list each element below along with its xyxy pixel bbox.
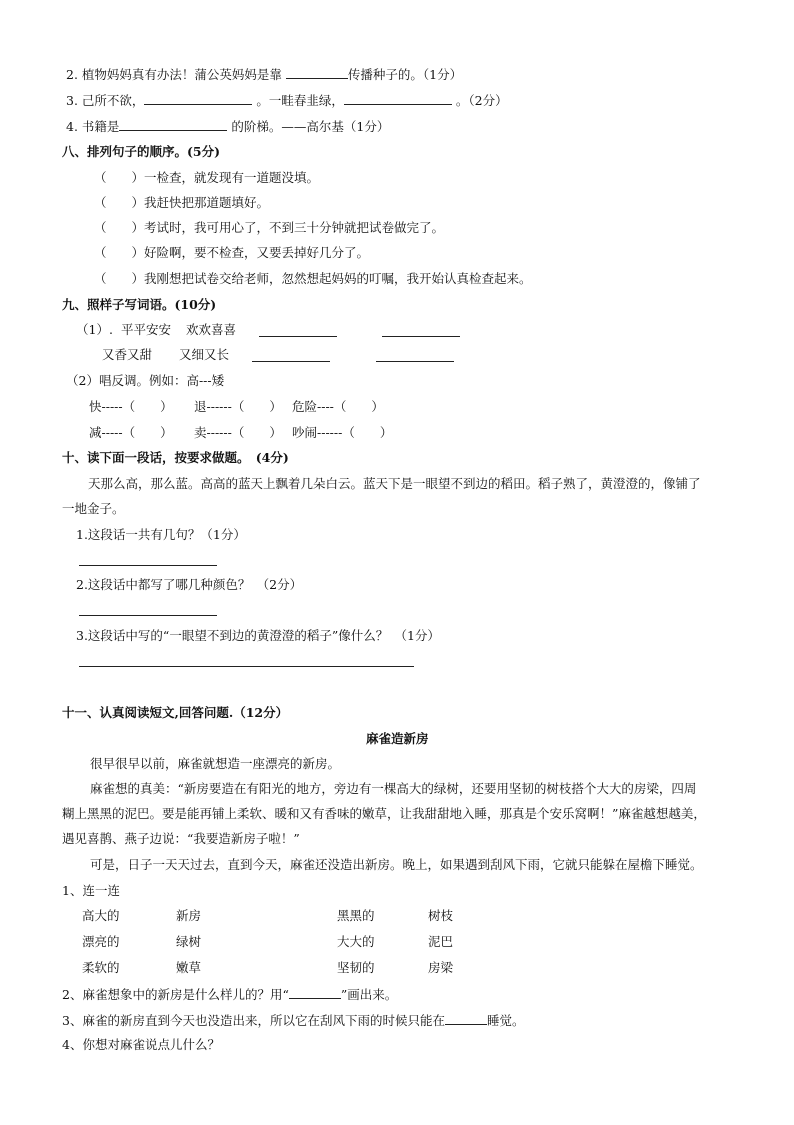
antonym-subtitle: （2）唱反调。例如：高---矮 <box>66 373 225 388</box>
antonym-pair[interactable]: 吵闹------（ ） <box>292 425 393 440</box>
order-item[interactable]: （ ）我赶快把那道题填好。 <box>94 195 270 210</box>
match-word[interactable]: 漂亮的 <box>82 934 120 949</box>
answer-blank[interactable] <box>119 118 227 131</box>
story-title: 麻雀造新房 <box>366 731 429 746</box>
antonym-pair[interactable]: 危险----（ ） <box>292 399 384 414</box>
passage-line: 天那么高，那么蓝。高高的蓝天上飘着几朵白云。蓝天下是一眼望不到边的稻田。稻子熟了，黄澄澄的，像铺了 <box>88 476 701 491</box>
story-paragraph: 很早很早以前，麻雀就想造一座漂亮的新房。 <box>90 756 341 771</box>
match-word[interactable]: 房梁 <box>428 960 454 975</box>
question-4: 4、你想对麻雀说点儿什么？ <box>62 1037 220 1052</box>
question-3: 3、麻雀的新房直到今天也没造出来，所以它在刮风下雨的时候只能在 睡觉。 <box>62 1013 525 1028</box>
match-word[interactable]: 绿树 <box>176 934 202 949</box>
answer-line[interactable] <box>79 615 217 616</box>
example-word: 又香又甜 <box>102 347 153 362</box>
fill-in-q2: 2. 植物妈妈真有办法！蒲公英妈妈是靠 传播种子的。（1分） <box>66 67 463 82</box>
fill-in-q3: 3. 己所不欲， 。一畦春韭绿， 。（2分） <box>66 93 508 108</box>
match-word[interactable]: 嫩草 <box>176 960 202 975</box>
order-item[interactable]: （ ）一检查，就发现有一道题没填。 <box>94 170 320 185</box>
question-3: 3.这段话中写的“一眼望不到边的黄澄澄的稻子”像什么？ （1分） <box>76 628 440 643</box>
fill-in-q4: 4. 书籍是 的阶梯。——高尔基（1分） <box>66 119 390 134</box>
answer-blank[interactable] <box>286 66 348 79</box>
antonym-pair[interactable]: 退------（ ） <box>194 399 282 414</box>
section-8-title: 八、排列句子的顺序。(5分) <box>62 144 221 159</box>
question-1: 1、连一连 <box>62 883 120 898</box>
antonym-pair[interactable]: 卖------（ ） <box>194 425 282 440</box>
antonym-pair[interactable]: 减-----（ ） <box>89 425 173 440</box>
answer-blank[interactable] <box>445 1012 487 1025</box>
match-word[interactable]: 大大的 <box>337 934 375 949</box>
story-paragraph: 遇见喜鹊、燕子边说：“我要造新房子啦！” <box>62 831 300 846</box>
section-10-title: 十、读下面一段话，按要求做题。 (4分) <box>62 450 289 465</box>
order-item[interactable]: （ ）好险啊，要不检查，又要丢掉好几分了。 <box>94 245 370 260</box>
story-paragraph: 可是，日子一天天过去，直到今天，麻雀还没造出新房。晚上，如果遇到刮风下雨，它就只能躲在屋檐下睡觉。 <box>90 857 703 872</box>
answer-line[interactable] <box>79 565 217 566</box>
antonym-pair[interactable]: 快-----（ ） <box>89 399 173 414</box>
story-paragraph: 糊上黑黑的泥巴。要是能再铺上柔软、暖和又有香味的嫩草，让我甜甜地入睡，那真是个安乐窝啊！”麻雀越想越美， <box>62 806 706 821</box>
match-word[interactable]: 树枝 <box>428 908 454 923</box>
section-11-title: 十一、认真阅读短文,回答问题.（12分） <box>62 705 289 720</box>
story-paragraph: 麻雀想的真美：“新房要造在有阳光的地方，旁边有一棵高大的绿树，还要用坚韧的树枝搭个大大的房梁，四周 <box>90 781 697 796</box>
answer-blank[interactable] <box>382 336 460 337</box>
example-word: 又细又长 <box>179 347 230 362</box>
match-word[interactable]: 泥巴 <box>428 934 454 949</box>
question-1: 1.这段话一共有几句？（1分） <box>76 527 246 542</box>
order-item[interactable]: （ ）我刚想把试卷交给老师，忽然想起妈妈的叮嘱，我开始认真检查起来。 <box>94 271 532 286</box>
match-word[interactable]: 新房 <box>176 908 202 923</box>
example-word: 欢欢喜喜 <box>186 322 237 337</box>
answer-blank[interactable] <box>144 92 252 105</box>
match-word[interactable]: 坚韧的 <box>337 960 375 975</box>
example-label: （1）. <box>76 322 113 337</box>
section-9-title: 九、照样子写词语。(10分) <box>62 297 217 312</box>
question-2: 2.这段话中都写了哪几种颜色？ （2分） <box>76 577 303 592</box>
answer-blank[interactable] <box>344 92 452 105</box>
answer-line[interactable] <box>79 666 414 667</box>
answer-blank[interactable] <box>259 336 337 337</box>
passage-line: 一地金子。 <box>62 501 125 516</box>
answer-blank[interactable] <box>376 361 454 362</box>
question-2: 2、麻雀想象中的新房是什么样儿的？用“ ”画出来。 <box>62 987 398 1002</box>
match-word[interactable]: 柔软的 <box>82 960 120 975</box>
answer-blank[interactable] <box>252 361 330 362</box>
order-item[interactable]: （ ）考试时，我可用心了，不到三十分钟就把试卷做完了。 <box>94 220 445 235</box>
match-word[interactable]: 黑黑的 <box>337 908 375 923</box>
example-word: 平平安安 <box>121 322 172 337</box>
match-word[interactable]: 高大的 <box>82 908 120 923</box>
answer-blank[interactable] <box>289 986 341 999</box>
